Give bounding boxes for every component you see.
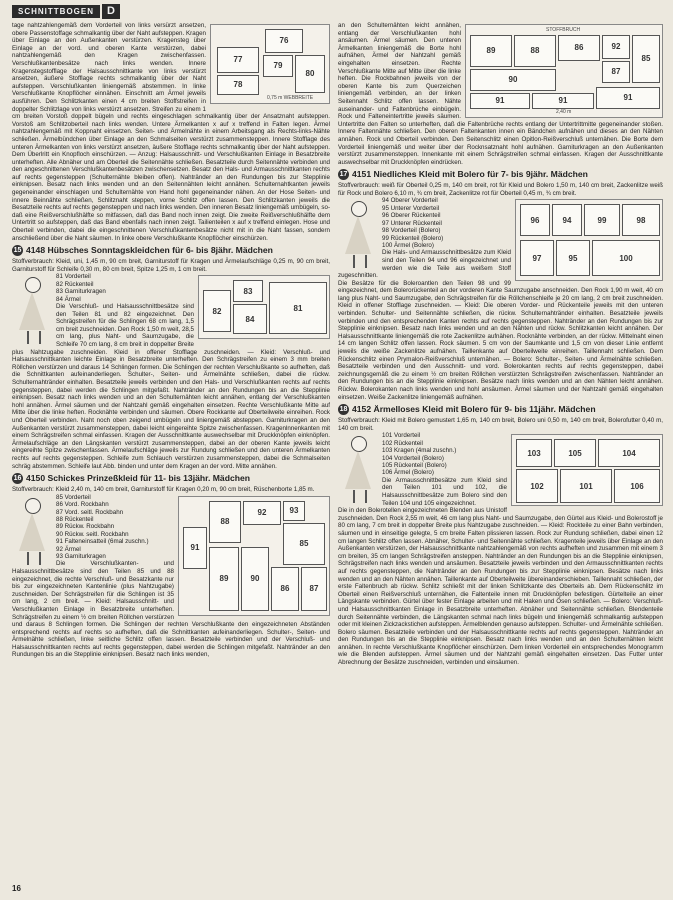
part-item: 103 Kragen (4mal zuschn.) xyxy=(382,447,457,455)
part-item: 102 Rückenteil xyxy=(382,439,423,447)
page-header xyxy=(12,4,120,19)
pattern-piece: 91 xyxy=(470,93,530,109)
pattern-piece: 99 xyxy=(584,204,620,236)
header-label: SCHNITTBOGEN xyxy=(12,5,100,18)
part-item: 81 Vorderteil xyxy=(56,273,91,281)
pattern-piece: 85 xyxy=(632,35,660,83)
pattern-piece: 91 xyxy=(596,87,660,109)
part-item: 97 Unterer Rückenteil xyxy=(382,219,442,227)
pattern-piece: 83 xyxy=(233,280,263,302)
section-number-badge: 16 xyxy=(13,475,22,483)
instructions-paragraph: Die in den Bolerotellen eingezeichneten Blenden aus Unistoff zuschneiden. Den Rock 2,55 m weit, 46 cm lang plus Naht- und Saumzugabe, den Gürtel aus Kleid- und Bolerostoff je 80 cm lang, 7 cm breit in doppelter Breite plus Nahtzugabe zuschneiden. — Kleid: Rockteile zu einer Bahn verbinden, säumen und in einseitige gelegte, 5 cm breite Falten plissieren lassen. Rock zur Rundung schließen, dabei einen 12 cm langen Schlitz offen lassen. Abnäher, Schulter- und Seitennähte schließen. Kragenteile jeweils über Einlage an den Außenkanten verstürzen, der Halsausschnittkante nahtzahlengemäß von rechts aufheften und zusammen mit einem 3 cm breiten, 35 cm langen Schrägstreifen ansteppen. Nahtränder an den Rundungen bis an die Stepplinie einknipsen, Schrägstreifen nach links wenden und ansäumen. Besatzteile jeweils verbinden und den Armausschnittkanten rechts auf rechts gegensteppen, die Nahtränder an den Rundungen bis zur Stepplinie einknipsen. Besätze nach links wenden und an den Nähten annähen. Taillenkante auf Oberteilweite übereinanderschieben. Taillennaht schließen, der erste Faltenbruch ab rückw. Schlitz schließt mit der linken Schlitzkante des Oberteils ab. Dem Rückenschlitz im Oberteil einen Reißverschluß unternähen, die Faltenteile innen mit Druckknöpfen befestigen. Gürtelteile an einer Längskante verbinden. Gürtel über fester Einlage arbeiten und mit Haken und Ösen schließen. — Bolero: Verschluß- und Halsausschnittkanten Einlage in Besatzbreite unterheften. Abnäher und Seitennähte schließen. Blendenteile durch Seitennähte verbinden, die Längskanten schmal nach links bügeln und liniengemäß schmalkantig aufsteppen oder mit kleinen Zickzackstichen aufsteppen. Ärmelblenden genauso aufsteppen. Schulter- und Ärmelnähte schließen. Bolero säumen. Besatzteile verbinden und der Halsausschnittkante rechts auf rechts gegensteppen. Nahtränder an den Rundungen bis an die Stepplinie einknipsen. Besatz nach links wenden und an den Schulternähten leicht annähen. In rechte Verschlußkante Knopflöcher einschürzen. Dem linken Vorderteil ein entsprechendes Monogramm wie die Blenden aufsteppen. Ärmel säumen und der Nahtzahl gemäß eingehalten einsetzen. Das Futter unter Abrechnung der Besätze zuschneiden, verbinden und einsäumen. xyxy=(338,507,663,667)
pattern-piece: 95 xyxy=(556,240,590,276)
part-item: 87 Vord. seitl. Rockbahn xyxy=(56,508,124,516)
girl-illustration xyxy=(338,199,378,269)
instructions-paragraph: Die Besätze für die Boleroantlen den Teilen 98 und 99 eingezeichnet, dem Bolerorückenteil an der vorderen Kante Saumzugabe anschneiden. Den Rock 1,90 m weit, 40 cm lang plus Naht- und Saumzugabe, den Schrägstreifen für die Röllchenschleife je 20 cm lang, 2 cm breit zuschneiden. Kleid in offener Stofflage zuschneiden. — Kleid: Die oberen Vorder- und Rückenteile jeweils mit den unteren verbinden. Schulter- und Seitennähte schließen, die rückw. Schulternahtränder einhalten. Besatzteile jeweils verbinden und den entsprechenden Kanten rechts auf rechts gegensteppen. Nahtränder an den Rundungen bis zur Stepplinie einknipsen. Besatz nach links wenden und an den Nähten und rückw. Schlitzkanten leicht annähen. Der Halsausschnittkante liniengemäß die rote Zackenlitze aufnähen. Rocknähte verbinden, an der rückw. Mittelnaht einen 14 cm langen Schlitz offen lassen. Rock säumen. 5 cm von der Saumkante und 1,5 cm von dieser Linie entfernt jeweils die weiße Zackenlitze aufnähen. Taillenkante auf Oberteilweite einreihen. Taillennaht schließen. Dem Rückenschlitz einen Prymalon-Reißverschluß unternähen. — Bolero: Schulter-, Seiten- und Ärmelnähte schließen. Besatzteile verbinden und den Ausschnitt- und vord. Bolerokanten rechts auf rechts gegensteppen, dabei zeichnungsgemäß die zu einem ½ cm breiten Röllchen verstürzten Schrägstreifen zwischenfassen. Nahtränder an den Rundungen bis an die Stepplinie einknipsen. Besätze nach links wenden und an den Nähten leicht annähen. Rückw. Bolerokanten nach links wenden und hohl ansäumen. Ärmel säumen und der Nahtzahl gemäß eingehalten einsetzen. Weiße Zackenlitze liniengemäß aufnähen. xyxy=(338,279,663,401)
pattern-piece: 85 xyxy=(283,523,325,565)
part-item: 89 Rückw. Rockbahn xyxy=(56,523,115,531)
fabric-requirements: Stoffverbrauch: Kleid, uni, 1,45 m, 90 cm breit, Garniturstoff für Kragen und Ärmelaufschläge 0,25 m, 90 cm breit, Garniturstoff für Schleife 0,30 m, 80 cm breit, Spitze 1,25 m, 1 cm breit. xyxy=(12,258,330,273)
pattern-piece: 87 xyxy=(602,61,630,83)
section-title: 4150 Schickes Prinzeßkleid für 11- bis 13jähr. Mädchen xyxy=(26,472,251,483)
part-item: 85 Vorderteil xyxy=(56,493,91,501)
part-item: 83 Garniturkragen xyxy=(56,288,106,296)
part-item: 90 Rückw. seitl. Rockbahn xyxy=(56,530,129,538)
pattern-piece: 101 xyxy=(560,469,612,503)
pattern-piece: 91 xyxy=(183,527,207,569)
fold-label: STOFFBRUCH xyxy=(546,27,581,33)
section-number-badge: 18 xyxy=(339,406,348,414)
part-item: 95 Unterer Vorderteil xyxy=(382,204,440,212)
pattern-piece: 77 xyxy=(217,47,259,73)
section-heading xyxy=(12,473,330,484)
section-number-badge: 17 xyxy=(339,171,348,179)
pattern-layout-figure-2 xyxy=(198,275,330,339)
pattern-piece: 86 xyxy=(558,35,600,61)
pattern-piece: 94 xyxy=(552,204,582,236)
intro-paragraph: an den Schulternähten leicht annähen, entlang der Verschlußkanten hohl ansäumen. Ärmel säumen. Den unteren Ärmelkanten liniengemäß die Borte hohl aufnähen, Ärmel der Nahtzahl gemäß eingehalten einsetzen. Rechte Verschlußkante Mitte auf Mitte über die linke heften. Die Rockbahnen jeweils von der oberen Kante bis zum Querzeichen liniengemäß verbinden, an der linken Seitennaht Schlitz offen lassen. Nähte auseinander- und Faltenbrüche einbügeln. Rock und Falteneintertritte jeweils säumen. Untertritte den Falten so unterheften, daß die Faltenbrüche rechts entlang der Untertrittmitte gegeneinander stoßen. Innere Faltennähte schließen. Den oberen Faltenkanten innen ein Bändchen aufnähen und dieses an den Nähten annähen. Rock und Oberteil verbinden. Den Seitenschlitz einen Opitlon-Reißverschluß unternähen. Die Borte dem Vorderteil liniengemäß und weiter über der Rocknsatznaht hohl aufnähen. Garniturkragen an den Außenkanten verstürzt zusammensteppen. Innenkante mit einem Schrägstreifen schmal einfassen. Kragen der Ausschnittkante auswechselbar mit Druckknöpfen eindrücken. xyxy=(338,22,663,166)
part-item: 104 Vorderteil (Bolero) xyxy=(382,454,444,462)
pattern-piece: 97 xyxy=(520,240,554,276)
section-heading xyxy=(338,404,663,415)
part-item: 86 Vord. Rockbahn xyxy=(56,501,109,509)
part-item: 101 Vorderteil xyxy=(382,432,421,440)
part-item: 98 Vorderteil (Bolero) xyxy=(382,227,441,235)
pattern-piece: 86 xyxy=(271,567,299,611)
pattern-piece: 98 xyxy=(622,204,660,236)
pattern-piece: 104 xyxy=(598,439,660,467)
section-title: 4151 Niedliches Kleid mit Bolero für 7- bis 9jähr. Mädchen xyxy=(352,168,588,179)
girl-illustration xyxy=(12,275,52,345)
instructions-paragraph: Die Verschluß- und Halsausschnittbesätze sind den Teilen 81 und 82 eingezeichnet. Den Schrägstreifen für die Schlingen 68 cm lang, 1,5 cm breit zuschneiden. Den Rock 1,50 m weit, 28,5 cm lang, plus Naht- und Saumzugabe, die Schleife 70 cm lang, 8 cm breit in doppelter Breite plus Nahtzugabe zuschneiden. Kleid in offener Stofflage zuschneiden. — Kleid: Verschluß- und Halsausschnittkanten leichte Einlage in Besatzbreite unterheften. Den Schrägstreifen zu einem 3 mm breiten Röllchen verstürzen und daraus 14 Schlingen formen. Die Schlingen der rechten Verschlußkante so aufheften, daß die Schnittkanten aufeinanderliegen. Schulter-, Seiten- und Ärmelnähte schließen, dabei die rückw. Schulternahtränder einhalten. Besatzteile jeweils verbinden und den Hals- und Verschlußkanten rechts auf rechts gegensteppen, dabei werden die Schlingen mitgefaßt. Nahtränder an den Rundungen bis an die Stepplinie einknipsen. Besatz nach links wenden und an den Schulternähten leicht annähen, entlang der Verschlußkanten hohl annähen. Ärmel säumen und der Nahtzahl gemäß eingehalten einsetzen. Rechte Verschlußkante Mitte auf Mitte über die linke heften. Rocknähte verbinden und säumen. Obere Rockkante auf Oberteilweite einreihen. Rock und Oberteil verbinden. Naht noch oben zeigend umbügeln und liniengemäß absteppen. Garniturkragen an den Außenkanten verstürzt zusammensteppen, dabei leicht eingereihte Spitze zwischenfassen. Kragenlnnenkanten mit einem Schrägstreifen schmal einfassen. Kragen der Ausschnittkante auswechselbar mit Druckknöpfen einknöpfen. Ärmelaufschläge an den Längskanten verstürzt zusammensteppen, dabei an der oberen Kante jeweils leicht eingereihte Spitze zwischenfassen. Ärmelaufschläge jeweils zur Rundung schließen und den unteren Ärmelkanten rechts auf rechts gegensteppen. Schleife zum Schlauch verstürzen zusammensteppen, dabei die Schmalseiten schräg abstemmen. Schleife laut Abb. binden und unter dem Kragen an der vord. Mitte annähen. xyxy=(12,303,330,470)
section-number-badge: 15 xyxy=(13,247,22,255)
pattern-piece: 91 xyxy=(532,93,594,109)
part-item: 105 Rückenteil (Bolero) xyxy=(382,462,447,469)
pattern-layout-figure-5 xyxy=(515,199,663,281)
pattern-piece: 106 xyxy=(614,469,660,503)
part-item: 93 Garniturkragen xyxy=(56,552,106,560)
part-item: 96 Oberer Rückenteil xyxy=(382,212,441,220)
pattern-piece: 92 xyxy=(602,35,630,59)
part-item: 82 Rückenteil xyxy=(56,280,94,288)
part-item: 94 Oberer Vorderteil xyxy=(382,197,438,205)
pattern-piece: 87 xyxy=(301,567,327,611)
part-item: 84 Ärmel xyxy=(56,295,81,303)
fabric-requirements: Stoffverbrauch: Kleid 2,40 m, 140 cm breit, Garniturstoff für Kragen 0,20 m, 90 cm breit, Rüschenborte 1,85 m. xyxy=(12,486,315,494)
pattern-layout-figure-4 xyxy=(465,24,663,118)
pattern-piece: 81 xyxy=(269,282,327,334)
instructions-paragraph: Die Verschlußkanten- und Halsausschnittbesätze sind den Teilen 85 und 88 eingezeichnet, die rechte Verschluß- und Besatzkante nur bis zur eingezeichneten Kantenlinie (plus Nahtzugabe) zuschneiden. Der Schrägstreifen für die Schlingen ist 35 cm lang, 2 cm breit. — Kleid: Halsausschnitt- und Verschlußkanten Einlage in Besatzbreite unterheften. Schrägstreifen zu einem ½ cm breiten Röllchen verstürzen und daraus 8 Schlingen formen. Die Schlingen der rechten Verschlußkante den eingezeichneten Abständen entsprechend rechts auf rechts so aufheften, daß die Schnittkanten aufeinanderliegen. Schulter-, Seiten- und Ärmelnähte schließen, linke seitliche Schlitz offen lassen. Besatzteile verbinden und der Verschluß- und Halsausschnittkanten rechts auf rechts gegensteppen, dabei werden die Schlingen mitgefaßt. Nahtränder an den Rundungen bis an die Stepplinie einknipsen. Besatz nach links wenden, xyxy=(12,560,330,659)
length-label: 2,40 m xyxy=(556,109,572,115)
pattern-piece: 105 xyxy=(554,439,596,467)
page-number: 16 xyxy=(12,884,21,893)
section-heading xyxy=(12,245,330,256)
pattern-piece: 90 xyxy=(470,69,556,91)
part-item: 92 Ärmel xyxy=(56,545,81,553)
right-column xyxy=(338,22,663,882)
pattern-piece: 76 xyxy=(265,29,303,53)
pattern-piece: 90 xyxy=(241,547,269,611)
pattern-piece: 100 xyxy=(592,240,660,276)
pattern-layout-figure-1 xyxy=(210,24,330,104)
pattern-piece: 102 xyxy=(516,469,558,503)
pattern-piece: 93 xyxy=(283,501,305,521)
part-item: 88 Rückenteil xyxy=(56,515,94,523)
pattern-piece: 103 xyxy=(516,439,552,467)
pattern-piece: 89 xyxy=(209,547,239,611)
section-title: 4152 Ärmelloses Kleid mit Bolero für 9- bis 11jähr. Mädchen xyxy=(352,403,596,414)
pattern-piece: 89 xyxy=(470,35,512,67)
pattern-piece: 96 xyxy=(520,204,550,236)
fabric-requirements: Stoffverbrauch: Kleid mit Bolero gemustert 1,65 m, 140 cm breit, Bolero uni 0,50 m, 140 cm breit, Bolerofutter 0,40 m, 140 cm breit. xyxy=(338,417,663,432)
pattern-piece: 88 xyxy=(209,501,241,543)
girl-illustration xyxy=(12,496,52,566)
fabric-width-label: 0,75 m WEBBREITE xyxy=(267,95,314,101)
pattern-piece: 92 xyxy=(243,501,281,525)
intro-paragraph: tage nahtzahlengemäß dem Vorderteil von links versürzt ansetzen, obere Passenstoffage schmalkantig über der Naht aufsteppen. Kragen über Einlage an den Außenkanten verstürzen. Kragensteg über Einlage an der vord. und oberen Kante verstürzen, dabei nahtzahlengemäß den Kragen zwischenfassen. Verschlußkantenbesätze nach links wenden. Innere Kragenstegstofflage der Halsausschnittkante von links verstürzt ansetzen, äußere Stofflage rechts schmalkantig über der Naht aufsteppen. Verschlußkanten liniengemäß abstemmen. In linke Verschlußkante Knopflöcher einnähen. Einschnitt am Ärmel jeweils ausführen. Den Schlitzkanten einen 4 cm breiten Stoffstreifen in doppelter Schlitzlage von links verstürzt ansetzen. Streifen zu einem 1 cm breiten Vorstoß doppelt bügeln und rechts eingeschlagen schmalkantig über der Ansatznaht aufsteppen. Vorstoß am Schlitzoberteil nach links wenden. Untere Ärmelkanten x auf x treffend in Falten legen. Ärmel nahtzahlengemäß mit Koppnaht einsetzen. Seiten- und Ärmelnähte in einem Arbeitsgang als Rechts-links-Nähte schließen. Ärmelbündchen über Einlage an den Schmalseiten verstürzt zusammensteppen. Innere Stofflage des unteren Ärmelkanten von links verstürzt ansetzen, äußere Stofflage rechts schmalkantig über der Naht aufsteppen. Dem Überlritt ein Knopfloch einschürzen. — Anzug: Halsausschnitt- und Verschlußkanten Einlage in Besatzbreite unterheften. Alle Abnäher und am Oberteil die Seitennähte schließen. Besatzteile durch Seitennähte verbinden und den angeschnittenen Verschlußkantenbesätzen zwischensetzen. Besatz den Hals- und Armausschnittkanten rechts auf rechts gegensteppen (Schulternähte bleiben offen). Nahtränder an den Rundungen bis zur Stepplinie einknipsen. Besatz nach links wenden und an den Seitennähten leicht annähen. Schulternahtkanten jeweils gegeneinander einschlagen und Schulternähte von Hand hohl gegeneinander nähen. An der Hose Seiten- und innere Beinnähte schließen, Schlitznaht steppen, vorne Schlitz offen lassen. Den Schlitzkanten jeweils die Besatzteile rechts auf rechts gegensteppen und nach links wenden. Den inneren Besatz liniengemäß umbügeln, sodaß eine Reißverschlußhälfte so mitfassen, daß das Band noch innen zeigt. Die zweite Reißverschlußhälfte dem Untertritt so aufsteppen, daß das Band ebenfalls nach innen zeigt. Tailienteilen x auf x treffend einlegen. Hose und Oberteil verbinden, dabei die eingeschnittenen Verschlußkantenbesätze nicht mit in die Naht fassen, sondern anschließend über die Naht säumen. In linke obere Verschlußkante Knopflöcher einschürzen. xyxy=(12,22,330,242)
pattern-layout-figure-3 xyxy=(178,496,330,616)
pattern-piece: 84 xyxy=(233,304,267,334)
notes-paragraph: Die Hals- und Armausschnittbesätze zum Kleid sind den Teilen 94 und 96 eingezeichnet und werden wie die Teile aus weißem Stoff zugeschnitten. xyxy=(338,249,511,280)
part-item: 99 Rückenteil (Bolero) xyxy=(382,234,444,242)
pattern-piece: 78 xyxy=(217,75,259,95)
notes-paragraph: Die Armausschnittbesätze zum Kleid sind den Teilen 101 und 102, die Halsausschnittbesätze zum Bolero sind den Teilen 104 und 105 eingezeichnet. xyxy=(382,476,507,507)
pattern-layout-figure-6 xyxy=(511,434,663,506)
section-heading xyxy=(338,169,663,180)
part-item: 106 Ärmel (Bolero) xyxy=(382,469,434,477)
pattern-piece: 79 xyxy=(263,55,293,77)
girl-illustration xyxy=(338,434,378,504)
pattern-piece: 82 xyxy=(203,290,231,332)
left-column xyxy=(12,22,330,862)
header-letter: D xyxy=(102,4,120,19)
part-item: 100 Ärmel (Bolero) xyxy=(382,241,434,249)
section-title: 4148 Hübsches Sonntagskleidchen für 6- bis 8jähr. Mädchen xyxy=(26,244,273,255)
pattern-piece: 80 xyxy=(295,55,325,93)
fabric-requirements: Stoffverbrauch: weiß für Oberteil 0,25 m, 140 cm breit, rot für Kleid und Bolero 1,50 m, 140 cm breit, Zackenlitze weiß für Rock und Bolero 6,10 m, ¾ cm breit, Zackenlitze rot für Oberteil 0,45 m, ¾ cm breit. xyxy=(338,182,663,197)
part-item: 91 Falteneinsatteil (6mal zuschn.) xyxy=(56,538,149,546)
pattern-piece: 88 xyxy=(514,35,556,67)
